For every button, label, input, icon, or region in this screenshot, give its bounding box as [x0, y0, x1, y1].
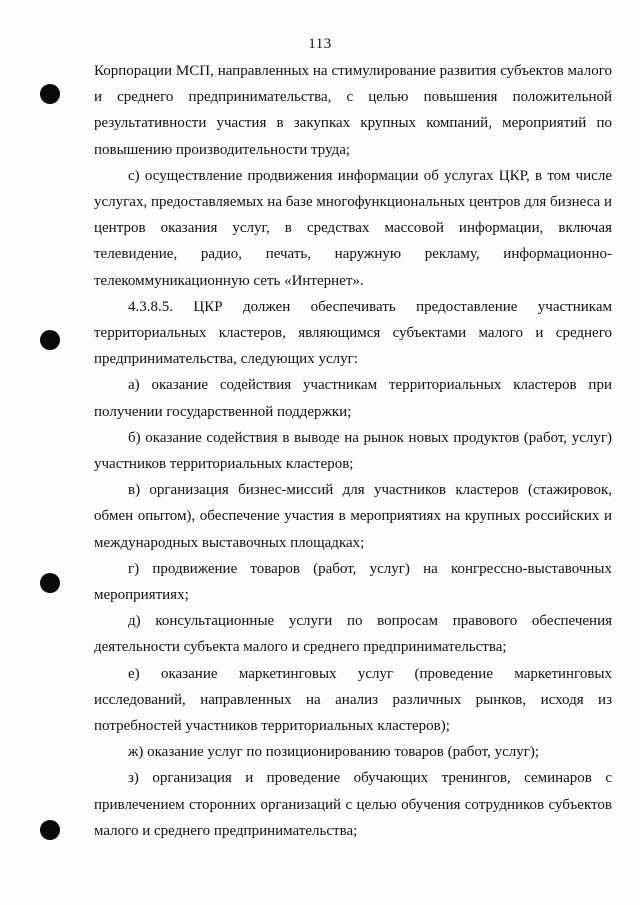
- paragraph-continuation: Корпорации МСП, направленных на стимулирование развития субъектов малого и среднего предпринимательства, с целью повышения положительной результативности участия в закупках крупных компаний, мероприятий по повышению производительности труда;: [94, 63, 612, 158]
- list-item-g: г) продвижение товаров (работ, услуг) на конгрессно-выставочных мероприятиях;: [94, 560, 612, 604]
- list-item-e: е) оказание маркетинговых услуг (проведение маркетинговых исследований, направленных на анализ различных рынков, исходя из потребностей участников территориальных кластеров);: [94, 665, 612, 735]
- punch-hole-mark: [40, 573, 60, 593]
- paragraph-item-c: с) осуществление продвижения информации об услугах ЦКР, в том числе услугах, предоставляемых на базе многофункциональных центров для бизнеса и центров оказания услуг, в средствах массовой информации, включая телевидение, радио, печать, наружную рекламу, информационно-телекоммуникационную сеть «Интернет».: [94, 167, 612, 289]
- list-item-d: д) консультационные услуги по вопросам правового обеспечения деятельности субъекта малого и среднего предпринимательства;: [94, 613, 612, 656]
- punch-hole-mark: [40, 820, 60, 840]
- page-number: 113: [308, 36, 332, 52]
- document-body: [94, 58, 612, 844]
- punch-hole-mark: [40, 330, 60, 350]
- punch-hole-mark: [40, 84, 60, 104]
- list-item-a: а) оказание содействия участникам территориальных кластеров при получении государственной поддержки;: [94, 377, 612, 420]
- paragraph-section-4-3-8-5: 4.3.8.5. ЦКР должен обеспечивать предоставление участникам территориальных кластеров, являющимся субъектами малого и среднего предпринимательства, следующих услуг:: [94, 298, 612, 368]
- list-item-b: б) оказание содействия в выводе на рынок новых продуктов (работ, услуг) участников территориальных кластеров;: [94, 429, 612, 473]
- list-item-v: в) организация бизнес-миссий для участников кластеров (стажировок, обмен опытом), обеспечение участия в мероприятиях на крупных российских и международных выставочных площадках;: [94, 482, 612, 551]
- list-item-zh: ж) оказание услуг по позиционированию товаров (работ, услуг);: [128, 744, 540, 761]
- list-item-z: з) организация и проведение обучающих тренингов, семинаров с привлечением сторонних организаций с целью обучения сотрудников субъектов малого и среднего предпринимательства;: [94, 770, 612, 839]
